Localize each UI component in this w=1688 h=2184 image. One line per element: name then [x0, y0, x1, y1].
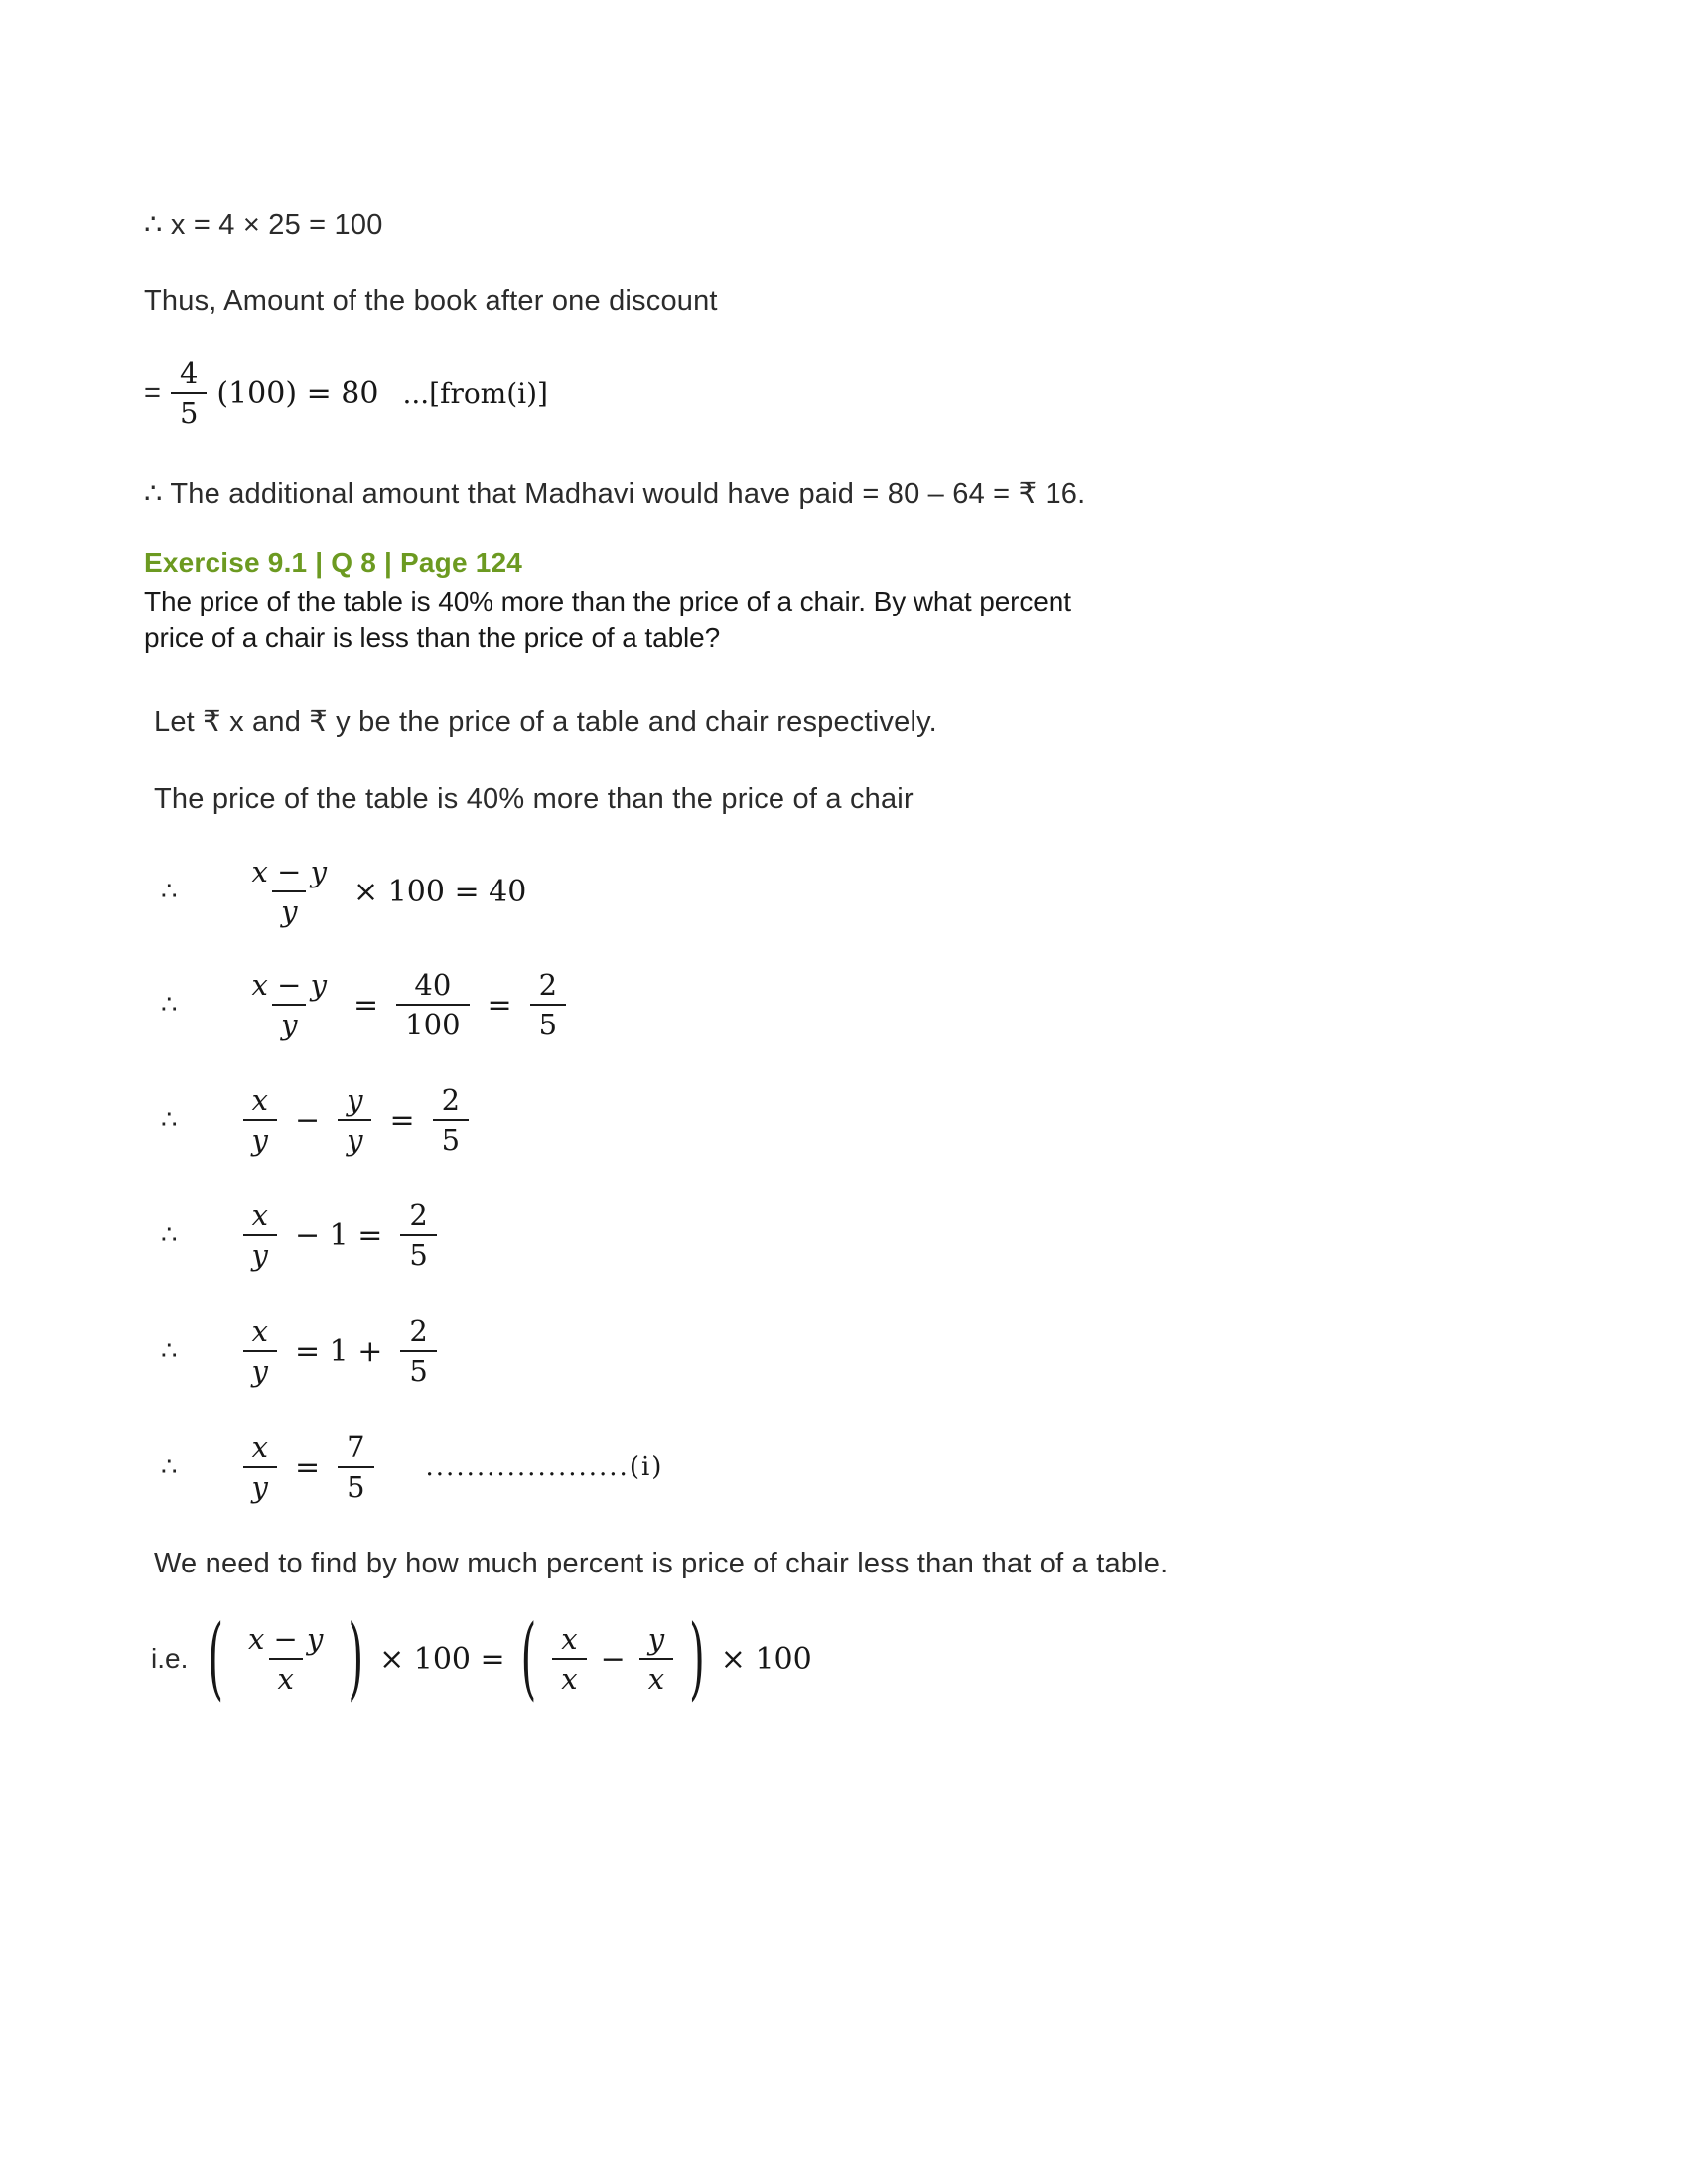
- line-therefore-x: ∴ x = 4 × 25 = 100: [144, 209, 383, 241]
- fraction-denominator: x: [639, 1658, 673, 1696]
- therefore-symbol: ∴: [161, 1105, 178, 1135]
- fraction-7-over-5: [338, 1431, 373, 1505]
- fraction-denominator: y: [272, 890, 306, 928]
- therefore-symbol: ∴: [161, 1220, 178, 1250]
- ie-label: i.e.: [151, 1643, 189, 1674]
- fraction-x-over-y: [243, 1198, 277, 1273]
- equation-4: [161, 1189, 437, 1281]
- times-100: × 100: [720, 1641, 812, 1677]
- fraction-numerator: y: [647, 1621, 665, 1656]
- fraction-denominator: 5: [400, 1350, 436, 1388]
- equation-2: [161, 959, 566, 1050]
- fraction-numerator: x − y: [251, 967, 328, 1002]
- fraction-denominator: 5: [433, 1119, 469, 1157]
- equation-5: [161, 1305, 437, 1397]
- fraction-numerator: x: [251, 1313, 268, 1348]
- fraction-denominator: 5: [338, 1466, 373, 1504]
- fraction-numerator: 7: [347, 1430, 365, 1464]
- line-given-condition: The price of the table is 40% more than the price of a chair: [154, 783, 914, 815]
- equation-reference-i: ....................(i): [425, 1452, 664, 1482]
- fraction-2-over-5: [400, 1314, 436, 1389]
- fraction-denominator: 5: [171, 392, 207, 430]
- equation-tail: (100) = 80: [216, 375, 379, 411]
- line-we-need-to-find: We need to find by how much percent is price of chair less than that of a table.: [154, 1548, 1169, 1579]
- fraction-denominator: y: [338, 1119, 371, 1157]
- fraction-40-over-100: [396, 968, 469, 1042]
- fraction-denominator: y: [243, 1466, 277, 1504]
- minus-one-equals: − 1 =: [294, 1217, 383, 1253]
- equals-one-plus: = 1 +: [294, 1333, 383, 1369]
- fraction-four-fifths: [171, 356, 207, 431]
- fraction-denominator: y: [243, 1119, 277, 1157]
- fraction-x-minus-y-over-x: [239, 1622, 332, 1697]
- right-paren: ): [689, 1607, 705, 1710]
- minus-sign: −: [294, 1102, 321, 1138]
- fraction-denominator: 5: [530, 1004, 566, 1041]
- line-additional-amount: ∴ The additional amount that Madhavi would have paid = 80 – 64 = ₹ 16.: [144, 478, 1086, 510]
- fraction-numerator: 2: [409, 1197, 428, 1232]
- fraction-denominator: 5: [400, 1234, 436, 1272]
- fraction-x-over-y: [243, 1431, 277, 1505]
- fraction-x-over-y: [243, 1314, 277, 1389]
- equation-3: [161, 1074, 469, 1165]
- right-paren: ): [348, 1607, 364, 1710]
- fraction-denominator: y: [272, 1004, 306, 1041]
- fraction-y-over-y: [338, 1083, 371, 1158]
- question-text: The price of the table is 40% more than the price of a chair. By what percent price of a chair is less than the price of a table?: [144, 586, 1071, 653]
- equals-sign: =: [389, 1102, 415, 1138]
- fraction-numerator: x: [251, 1082, 268, 1117]
- therefore-symbol: ∴: [161, 1452, 178, 1482]
- fraction-denominator: y: [243, 1234, 277, 1272]
- fraction-x-minus-y-over-y: [243, 855, 336, 929]
- fraction-denominator: 100: [396, 1004, 469, 1041]
- fraction-numerator: x − y: [251, 854, 328, 888]
- equation-note-from-i: ...[from(i)]: [402, 376, 548, 410]
- equals-sign: =: [294, 1449, 321, 1485]
- line-thus-amount: Thus, Amount of the book after one discount: [144, 285, 718, 317]
- therefore-symbol: ∴: [161, 1336, 178, 1366]
- left-paren: (: [208, 1607, 223, 1710]
- fraction-numerator: 2: [538, 967, 558, 1002]
- equation-tail: × 100 = 40: [353, 874, 527, 909]
- times-100-equals: × 100 =: [379, 1641, 505, 1677]
- equation-amount: [144, 345, 548, 441]
- therefore-symbol: ∴: [161, 877, 178, 906]
- fraction-numerator: x − y: [247, 1621, 324, 1656]
- fraction-denominator: x: [552, 1658, 586, 1696]
- minus-sign: −: [600, 1641, 626, 1677]
- equation-final: [151, 1603, 812, 1714]
- fraction-y-over-x: [639, 1622, 673, 1697]
- fraction-numerator: 2: [409, 1313, 428, 1348]
- fraction-numerator: 4: [179, 355, 199, 390]
- fraction-numerator: 40: [414, 967, 452, 1002]
- equals-sign: =: [487, 987, 512, 1023]
- fraction-denominator: y: [243, 1350, 277, 1388]
- fraction-numerator: 2: [441, 1082, 461, 1117]
- fraction-2-over-5: [530, 968, 566, 1042]
- fraction-x-over-y: [243, 1083, 277, 1158]
- equation-1: [161, 846, 526, 937]
- fraction-numerator: x: [251, 1430, 268, 1464]
- equals-sign: =: [353, 987, 379, 1023]
- therefore-symbol: ∴: [161, 990, 178, 1020]
- fraction-2-over-5: [400, 1198, 436, 1273]
- fraction-numerator: x: [251, 1197, 268, 1232]
- fraction-numerator: x: [561, 1621, 578, 1656]
- line-let-variables: Let ₹ x and ₹ y be the price of a table and chair respectively.: [154, 706, 937, 738]
- exercise-heading: Exercise 9.1 | Q 8 | Page 124: [144, 547, 523, 578]
- fraction-numerator: y: [347, 1082, 363, 1117]
- equation-6: [161, 1422, 663, 1513]
- fraction-2-over-5: [433, 1083, 469, 1158]
- fraction-x-over-x: [552, 1622, 586, 1697]
- equals-prefix: =: [144, 376, 161, 409]
- left-paren: (: [520, 1607, 537, 1710]
- fraction-x-minus-y-over-y: [243, 968, 336, 1042]
- fraction-denominator: x: [269, 1658, 303, 1696]
